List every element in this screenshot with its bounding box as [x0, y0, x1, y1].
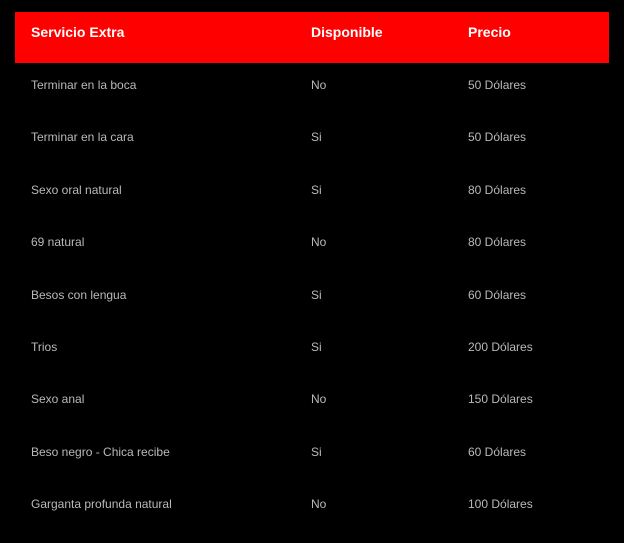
header-precio: Precio [468, 24, 511, 40]
price: 60 Dólares [468, 444, 527, 459]
service-name: Terminar en la cara [31, 130, 134, 145]
table-row [15, 325, 609, 377]
header-disponible: Disponible [311, 24, 383, 40]
availability: No [311, 392, 327, 407]
table-row [15, 377, 609, 429]
price: 50 Dólares [468, 78, 527, 92]
service-name: 69 natural [31, 235, 85, 250]
price: 50 Dólares [468, 130, 527, 145]
availability: Si [311, 182, 322, 197]
header-servicio-extra: Servicio Extra [31, 24, 125, 40]
table-row [15, 115, 609, 167]
availability: No [311, 497, 327, 512]
availability: Si [311, 339, 322, 354]
service-name: Besos con lengua [31, 287, 127, 302]
price: 80 Dólares [468, 182, 527, 197]
table-row [15, 63, 609, 115]
availability: Si [311, 287, 322, 302]
service-name: Beso negro - Chica recibe [31, 444, 170, 459]
services-table [15, 12, 609, 535]
service-name: Sexo anal [31, 392, 85, 407]
table-row [15, 220, 609, 272]
price: 80 Dólares [468, 235, 527, 250]
service-name: Trios [31, 339, 58, 354]
table-row [15, 273, 609, 325]
service-name: Terminar en la boca [31, 78, 137, 92]
availability: No [311, 78, 327, 92]
service-name: Garganta profunda natural [31, 497, 172, 512]
table-row [15, 430, 609, 482]
service-name: Sexo oral natural [31, 182, 122, 197]
table-row [15, 482, 609, 534]
availability: Si [311, 130, 322, 145]
price: 200 Dólares [468, 339, 533, 354]
table-row [15, 168, 609, 220]
availability: Si [311, 444, 322, 459]
price: 100 Dólares [468, 497, 533, 512]
availability: No [311, 235, 327, 250]
price: 60 Dólares [468, 287, 527, 302]
table-header [15, 12, 609, 63]
price: 150 Dólares [468, 392, 533, 407]
